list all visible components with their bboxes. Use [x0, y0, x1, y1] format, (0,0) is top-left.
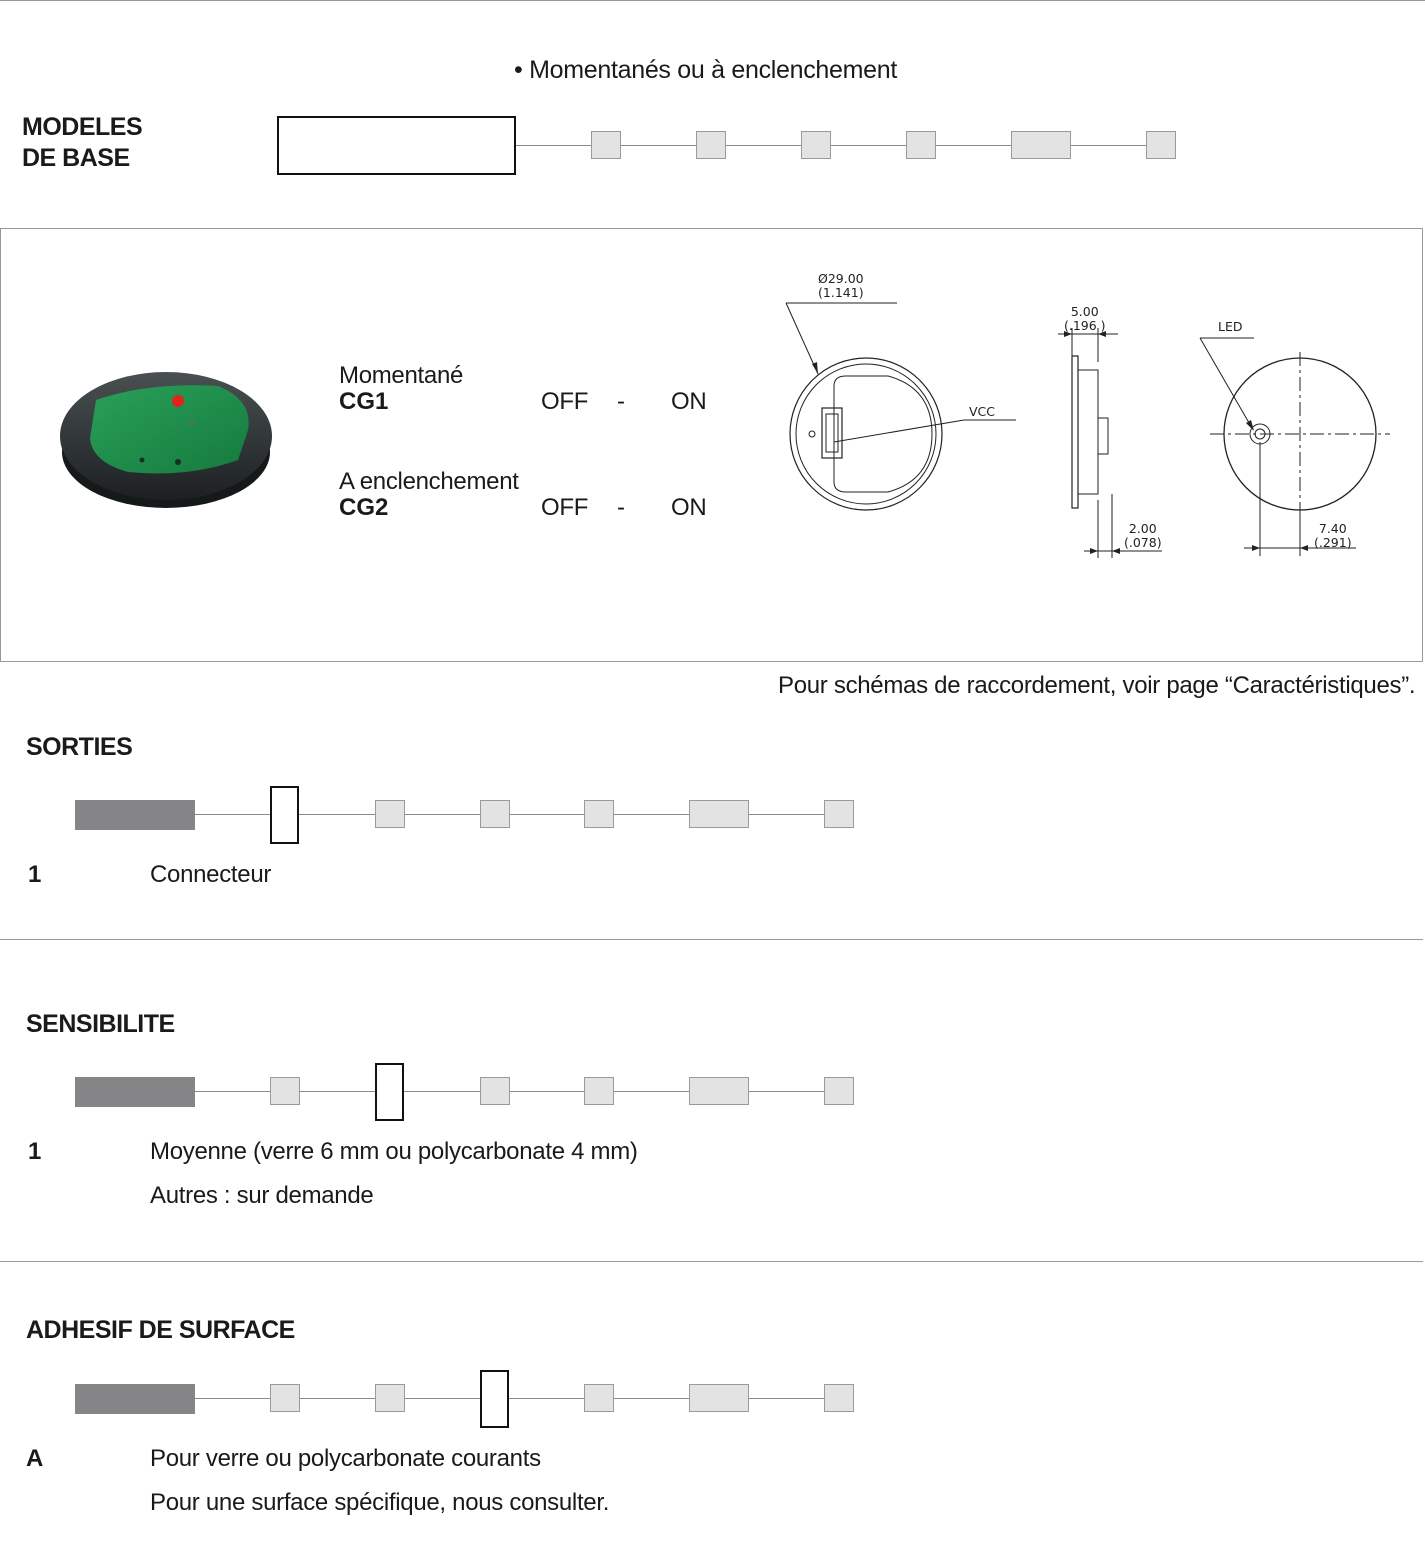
- adhesif-note: Pour une surface spécifique, nous consulter.: [150, 1489, 610, 1516]
- label-led: LED: [1218, 319, 1243, 334]
- adhesif-option-code: A: [26, 1445, 44, 1472]
- mount-hole: [809, 431, 815, 437]
- label-offset-in: (.078): [1124, 535, 1162, 550]
- code-slot-wide: [689, 1384, 749, 1412]
- drawing-front-view: [1190, 330, 1415, 560]
- label-led-offset-in: (.291): [1314, 535, 1352, 550]
- inner-circle: [796, 364, 936, 504]
- sensibilite-title: SENSIBILITE: [26, 1010, 175, 1038]
- bezel-profile: [1072, 356, 1078, 508]
- code-slot-filled: [75, 1077, 195, 1107]
- state-on-cg2: ON: [671, 494, 707, 521]
- outer-circle: [790, 358, 942, 510]
- arrowhead: [1252, 545, 1260, 551]
- code-slot-selected: [277, 116, 516, 175]
- code-slot: [270, 1077, 300, 1105]
- code-slot: [375, 1384, 405, 1412]
- base-models-title: [22, 112, 142, 174]
- product-type-cg2: A enclenchement: [339, 468, 519, 495]
- pcb-board: [90, 385, 249, 473]
- adhesif-title: ADHESIF DE SURFACE: [26, 1316, 295, 1344]
- code-slot: [591, 131, 621, 159]
- arrowhead: [812, 362, 818, 374]
- sensibilite-option-label: Moyenne (verre 6 mm ou polycarbonate 4 mm): [150, 1138, 638, 1165]
- code-slot: [824, 1384, 854, 1412]
- connector-profile: [1098, 418, 1108, 454]
- product-photo: [58, 360, 278, 515]
- product-type-cg1: Momentané: [339, 362, 464, 389]
- section-divider: [0, 1261, 1423, 1262]
- product-code-cg1: CG1: [339, 388, 389, 415]
- dimension-leader: [786, 303, 818, 374]
- sorties-option-label: Connecteur: [150, 861, 272, 888]
- base-models-title-line1: MODELES: [22, 113, 143, 141]
- code-slot-selected: [270, 786, 299, 844]
- vcc-leader: [834, 420, 964, 442]
- code-slot: [1146, 131, 1176, 159]
- label-thickness: [1064, 305, 1106, 333]
- led-red: [172, 395, 184, 407]
- label-diameter-in: (1.141): [818, 285, 864, 300]
- code-slot: [584, 1077, 614, 1105]
- code-slot: [801, 131, 831, 159]
- code-slot-wide: [689, 800, 749, 828]
- sensibilite-option-code: 1: [28, 1138, 42, 1165]
- code-slot: [906, 131, 936, 159]
- sorties-option-code: 1: [28, 861, 42, 888]
- label-offset-mm: 2.00: [1128, 521, 1157, 536]
- code-slot-wide: [689, 1077, 749, 1105]
- code-slot: [480, 800, 510, 828]
- connector: [822, 408, 842, 458]
- code-slot: [375, 800, 405, 828]
- code-slot-wide: [1011, 131, 1071, 159]
- label-offset: [1124, 522, 1162, 550]
- code-slot: [270, 1384, 300, 1412]
- pcb-hole: [140, 458, 145, 463]
- code-slot: [480, 1077, 510, 1105]
- code-slot: [584, 800, 614, 828]
- arrowhead: [1246, 420, 1254, 431]
- section-divider: [0, 939, 1423, 940]
- code-slot-filled: [75, 1384, 195, 1414]
- code-slot: [824, 1077, 854, 1105]
- pcb-hole: [175, 459, 181, 465]
- code-slot-selected: [480, 1370, 509, 1428]
- state-separator-cg1: -: [617, 388, 625, 415]
- state-separator-cg2: -: [617, 494, 625, 521]
- code-slot: [696, 131, 726, 159]
- code-slot: [584, 1384, 614, 1412]
- state-on-cg1: ON: [671, 388, 707, 415]
- top-rule: [0, 0, 1425, 1]
- label-thickness-mm: 5.00: [1070, 304, 1099, 319]
- label-diameter: [818, 272, 864, 300]
- label-led-offset: [1314, 522, 1352, 550]
- arrowhead: [1090, 548, 1098, 554]
- product-code-cg2: CG2: [339, 494, 389, 521]
- state-off-cg1: OFF: [541, 388, 589, 415]
- code-slot: [824, 800, 854, 828]
- wiring-note: Pour schémas de raccordement, voir page “Caractéristiques”.: [778, 672, 1416, 699]
- arrowhead: [1300, 545, 1308, 551]
- sorties-title: SORTIES: [26, 733, 133, 761]
- state-off-cg2: OFF: [541, 494, 589, 521]
- pcb-hole: [190, 420, 195, 425]
- label-diameter-mm: Ø29.00: [818, 271, 864, 286]
- body-profile: [1078, 370, 1098, 494]
- feature-bullet: • Momentanés ou à enclenchement: [514, 56, 898, 84]
- arrowhead: [1112, 548, 1120, 554]
- sensibilite-note: Autres : sur demande: [150, 1182, 374, 1209]
- code-slot-selected: [375, 1063, 404, 1121]
- label-led-offset-mm: 7.40: [1318, 521, 1347, 536]
- code-slot-filled: [75, 800, 195, 830]
- label-vcc: VCC: [969, 404, 996, 419]
- base-models-title-line2: DE BASE: [22, 144, 130, 172]
- label-thickness-in: (.196 ): [1064, 318, 1106, 333]
- connector-inner: [826, 414, 838, 452]
- adhesif-option-label: Pour verre ou polycarbonate courants: [150, 1445, 541, 1472]
